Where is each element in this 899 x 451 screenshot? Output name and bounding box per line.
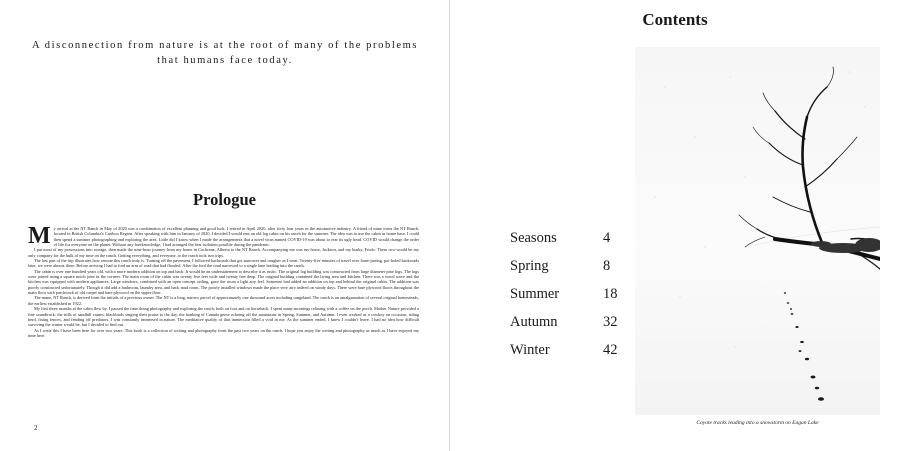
drop-cap: M [28,226,51,249]
prologue-paragraph: The cabin is over one hundred years old, with a more modern addition on top and back. It would be an understatement to describe it as rustic. The original log building was constructed from large diameter pine logs. The logs were joined using a square notch joint in the corners. The main room of the cabin was twenty five feet wide and twenty feet deep. The original building contained the living area and kitchen. There was a wood stove and the kitchen was equipped with modern appliances. Large windows, combined with an open concept ceiling, gave the room a light airy feel. Someone had added an addition on top and behind the original cabin. The addition was poorly constructed unfortunately. Though it did add a bathroom, laundry area, and back mud room. The poorly installed windows made the place very airy indeed on windy days. There were bare plywood floors throughout the main floor with patchwork of old carpet and bare plywood on the upper floor. [28,268,419,296]
toc-page-number: 18 [603,286,618,302]
winter-tree-photo [635,47,880,415]
photo-caption: Coyote tracks leading into a snowstorm on Eagan Lake [696,420,819,426]
epigraph: A disconnection from nature is at the root of many of the problems that humans face today. [31,40,419,66]
toc-page-number: 32 [603,314,618,330]
left-page [0,0,449,451]
prologue-title: Prologue [193,190,256,209]
prologue-body [28,226,419,376]
page-number: 2 [34,424,38,432]
toc-page-number: 4 [603,230,611,246]
photo-background [635,47,880,415]
toc-label: Spring [510,258,549,274]
prologue-paragraph: I put most of my possessions into storage, then made the nine-hour journey from my home in Cochrane, Alberta to the NT Ranch. Accompanying me was my horse, Jackson, and my husky, Frodo. These two would be my only company for the bulk of my time on the ranch. Getting everything, and everyone, to the ranch took two trips. [28,247,419,258]
toc-page-number: 42 [603,342,618,358]
contents-title: Contents [642,10,708,29]
first-paragraph-text: y arrival at the NT Ranch in May of 2020 was a combination of excellent planning and good luck. I retired in April 2020, after forty four years in the automotive industry. A friend of mine owns the NT Ranch, located in British Columbia's Cariboo Region. After speaking with him in January of 2020, I decided I would rent an old log cabin on his ranch for the summer. The idea was to use the cabin as home base. I could then spend a summer photographing and exploring the area. Little did I know when I made the arrangements that a novel virus named COVID-19 was about to rear its ugly head. COVID would change the order of life for everyone on the planet. Without any foreknowledge, I had arranged the best isolation possible during the pandemic. [53,226,419,248]
prologue-paragraph: As I write this I have been here for over two years. This book is a collection of writing and photography from the past two years on the ranch. I hope you enjoy the writing and photography as much as I have enjoyed my time here. [28,327,419,338]
toc-label: Winter [510,342,550,358]
prologue-paragraph [28,226,419,247]
toc-label: Seasons [510,230,557,246]
prologue-paragraph: The last part of the trip illustrates how remote this ranch truly is. Turning off the pavement, I followed backroads that got narrower and rougher as I went. Twenty-five minutes of travel over bone-jarring, pot-holed backroads later, we were almost there. Before arriving I had to ford an arm of road that had flooded. After the ford the road narrowed to a single lane leading into the ranch. [28,258,419,269]
prologue-paragraph: My first three months at the cabin flew by. I passed the time doing photography and exploring the ranch, both on foot and on horseback. I spent many mornings relaxing with a coffee on the porch. Mother Nature provided a fine soundtrack: the trills of sandhill cranes, blackbirds singing their praise to the day, the honking of Canada geese echoing off the mountains in Spring, Summer, and Autumn. I even worked as a cowboy on occasion, riding herd, fixing fences, and fending off predators. I was constantly immersed in nature. The meditative quality of that immersion filled a void in me. As the summer ended, I knew I couldn't leave. I had no idea how difficult surviving the winter would be, but I decided to find out. [28,306,419,328]
toc-page-number: 8 [603,258,611,274]
right-page [450,0,899,451]
toc-label: Summer [510,286,560,302]
toc-label: Autumn [510,314,558,330]
prologue-paragraph: The name, NT Ranch, is derived from the initials of a previous owner. The NT is a long, narrow parcel of approximately one thousand acres including rangeland. The ranch is an amalgamation of several original homesteads, the earliest established in 1922. [28,295,419,306]
